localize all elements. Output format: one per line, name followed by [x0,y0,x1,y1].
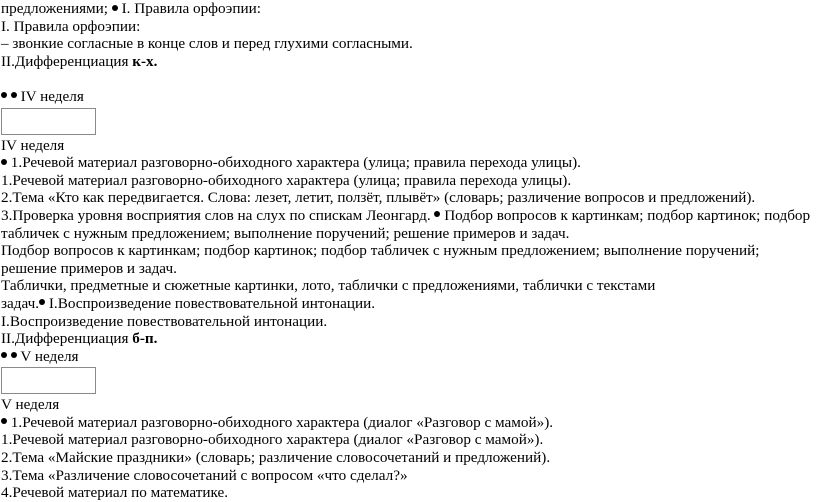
text-line [1,88,816,106]
text-line: Таблички, предметные и сюжетные картинки, лото, таблички с предложениями, таблички с текстами [1,277,656,295]
text-line: табличек с нужным предложением; выполнение поручений; решение примеров и задач. [1,224,570,242]
text-line: 2.Тема «Кто как передвигается. Слова: лезет, летит, ползёт, плывёт» (словарь; различение вопросов и предложений). [1,189,756,207]
text-fragment: I. Правила орфоэпии: [121,0,261,17]
bullet-icon [39,299,45,305]
text-line: I.Воспроизведение повествовательной интонации. [1,312,328,330]
text-line: 4.Речевой материал по математике. [1,484,229,502]
text-fragment: II.Дифференциация [1,52,129,70]
text-line [1,0,816,18]
text-fragment: Подбор вопросов к картинкам; подбор картинок; подбор [444,206,811,224]
text-line: решение примеров и задач. [1,259,177,277]
text-line: V неделя [1,396,60,414]
text-fragment: 3.Проверка уровня восприятия слов на слух по спискам Леонгард. [1,206,431,224]
text-line: 2.Тема «Майские праздники» (словарь; различение словосочетаний и предложений). [1,449,551,467]
text-fragment: 1.Речевой материал разговорно-обиходного характера (улица; правила перехода улицы). [10,154,581,172]
bullet-icon [11,352,17,358]
empty-frame [1,108,96,135]
bullet-icon [112,5,118,11]
bold-fragment: к-х. [132,52,158,70]
empty-frame [1,367,96,394]
week-heading: IV неделя [20,87,84,105]
bold-fragment: б-п. [132,330,158,348]
text-fragment: задач. [1,294,40,312]
text-line [1,53,816,71]
text-line [1,295,816,313]
text-line: IV неделя [1,136,65,154]
text-line [1,414,816,432]
week-heading: V неделя [20,347,79,365]
text-line [1,207,816,225]
text-line: Подбор вопросов к картинкам; подбор картинок; подбор табличек с нужным предложением; выполнение поручений; [1,242,760,260]
text-line: 1.Речевой материал разговорно-обиходного характера (улица; правила перехода улицы). [1,171,572,189]
bullet-icon [1,418,7,424]
text-fragment: 1.Речевой материал разговорно-обиходного характера (диалог «Разговор с мамой»). [10,413,554,431]
bullet-icon [1,92,7,98]
bullet-icon [11,92,17,98]
text-line: 3.Тема «Различение словосочетаний с вопросом «что сделал?» [1,466,408,484]
text-fragment: предложениями; [1,0,109,17]
text-fragment: I.Воспроизведение повествовательной интонации. [48,294,376,312]
text-line: 1.Речевой материал разговорно-обиходного характера (диалог «Разговор с мамой»). [1,431,544,449]
text-fragment: II.Дифференциация [1,330,129,348]
bullet-icon [1,159,7,165]
text-line: – звонкие согласные в конце слов и перед глухими согласными. [1,35,413,53]
text-line [1,330,816,348]
text-line [1,348,816,366]
document-page [1,0,816,502]
blank-line [1,70,816,88]
text-line: I. Правила орфоэпии: [1,17,141,35]
bullet-icon [1,352,7,358]
text-line [1,154,816,172]
bullet-icon [434,211,440,217]
